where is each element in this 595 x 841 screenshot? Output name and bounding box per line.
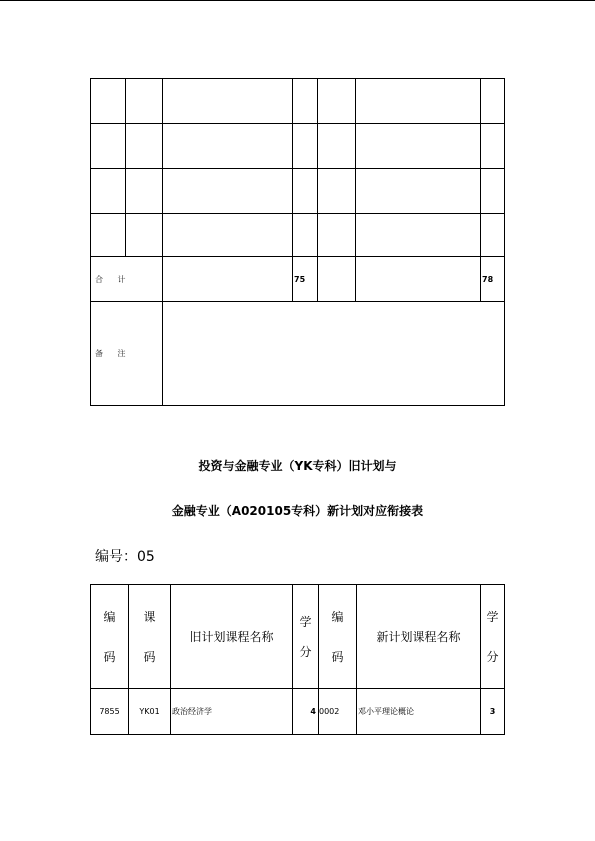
new-course-name-cell: 邓小平理论概论	[357, 689, 481, 735]
new-credits-cell: 3	[481, 689, 505, 735]
remarks-content	[163, 302, 505, 406]
header-old-course-name: 旧计划课程名称	[171, 585, 293, 689]
table-row	[91, 169, 505, 214]
mapping-table	[90, 584, 505, 735]
table-row	[91, 79, 505, 124]
header-new-code: 编 码	[319, 585, 357, 689]
remarks-label: 备 注	[91, 302, 163, 406]
page-top-border	[0, 0, 595, 1]
table-row	[91, 689, 505, 735]
old-course-name-cell: 政治经济学	[171, 689, 293, 735]
new-total: 78	[481, 257, 505, 302]
old-total: 75	[293, 257, 318, 302]
table-row	[91, 124, 505, 169]
section-title-line2: 金融专业（A020105专科）新计划对应衔接表	[171, 504, 424, 518]
remarks-row	[91, 302, 505, 406]
code-label: 编号：05	[95, 549, 155, 565]
old-code-cell: 7855	[91, 689, 129, 735]
header-new-credits: 学 分	[481, 585, 505, 689]
total-row	[91, 257, 505, 302]
header-code: 编 码	[91, 585, 129, 689]
continuation-table	[90, 78, 505, 406]
old-credits-cell: 4	[293, 689, 319, 735]
header-row	[91, 585, 505, 689]
section-title-line1: 投资与金融专业（YK专科）旧计划与	[198, 459, 397, 473]
header-course-code: 课 码	[129, 585, 171, 689]
total-label: 合 计	[91, 257, 163, 302]
old-course-code-cell: YK01	[129, 689, 171, 735]
new-code-cell: 0002	[319, 689, 357, 735]
header-new-course-name: 新计划课程名称	[357, 585, 481, 689]
table-row	[91, 214, 505, 257]
header-old-credits: 学 分	[293, 585, 319, 689]
